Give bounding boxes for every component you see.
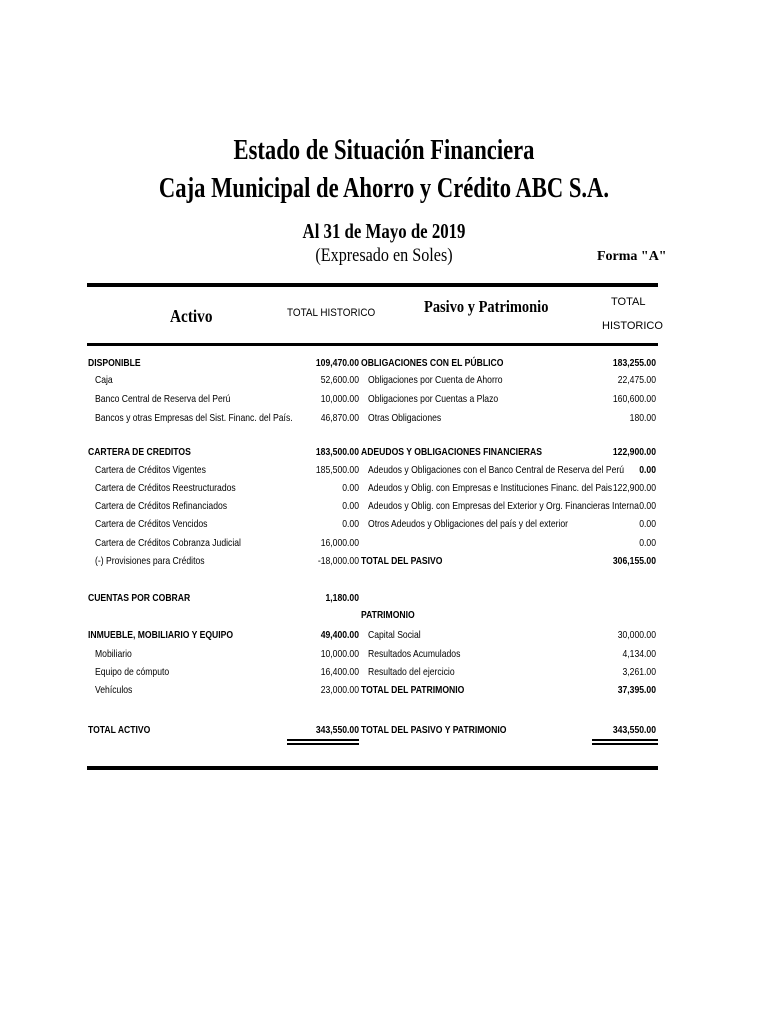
table-row [0,410,768,426]
liability-value: 0.00 [639,518,656,530]
liability-label: Obligaciones por Cuentas a Plazo [368,393,499,405]
liability-label: TOTAL DEL PATRIMONIO [361,684,465,696]
asset-value: 183,500.00 [315,446,359,458]
liability-label: Adeudos y Obligaciones con el Banco Central de Reserva del Perú [368,464,625,476]
asset-label: Cartera de Créditos Vigentes [95,464,206,476]
asset-label: CUENTAS POR COBRAR [88,592,191,604]
liability-value: 37,395.00 [617,684,656,696]
asset-label: DISPONIBLE [88,357,141,369]
asset-value: 10,000.00 [320,648,359,660]
asset-label: Cartera de Créditos Cobranza Judicial [95,537,241,549]
liability-label: Obligaciones por Cuenta de Ahorro [368,374,503,386]
assets-column-heading: Activo [170,306,213,326]
table-row [0,553,768,569]
table-row [0,607,768,623]
liability-label: OBLIGACIONES CON EL PÚBLICO [361,357,504,369]
asset-value: 23,000.00 [320,684,359,696]
table-row [0,462,768,478]
liability-value: 122,900.00 [612,446,656,458]
footer-rule [87,766,658,770]
report-title: Estado de Situación Financiera [233,134,535,166]
liability-label: ADEUDOS Y OBLIGACIONES FINANCIERAS [361,446,543,458]
table-row [0,498,768,514]
table-row [0,682,768,698]
asset-label: Equipo de cómputo [95,666,170,678]
liability-value: 30,000.00 [617,629,656,641]
header-top-rule [87,283,658,287]
liability-label: Adeudos y Oblig. con Empresas del Exterior y Org. Financieras Interna [368,500,639,512]
liability-value: 180.00 [629,412,656,424]
liability-value: 3,261.00 [622,666,656,678]
liability-label: TOTAL DEL PASIVO Y PATRIMONIO [361,724,507,736]
total-liabilities-underline [592,743,658,745]
table-row [0,372,768,388]
liability-value: 0.00 [639,537,656,549]
asset-label: Vehículos [95,684,133,696]
asset-value: -18,000.00 [317,555,359,567]
liability-label: PATRIMONIO [361,609,415,621]
liability-label: Adeudos y Oblig. con Empresas e Instituciones Financ. del Pais [368,482,613,494]
asset-label: Caja [95,374,113,386]
liability-label: Otras Obligaciones [368,412,442,424]
asset-value: 52,600.00 [320,374,359,386]
asset-value: 16,000.00 [320,537,359,549]
asset-value: 10,000.00 [320,393,359,405]
liability-label: Resultados Acumulados [368,648,461,660]
liability-value: 4,134.00 [622,648,656,660]
asset-value: 49,400.00 [320,629,359,641]
asset-value: 0.00 [342,500,359,512]
asset-label: Cartera de Créditos Vencidos [95,518,208,530]
asset-value: 46,870.00 [320,412,359,424]
table-row [0,664,768,680]
liability-value: 183,255.00 [612,357,656,369]
table-row [0,627,768,643]
asset-value: 109,470.00 [315,357,359,369]
asset-label: Banco Central de Reserva del Perú [95,393,231,405]
liability-label: Otros Adeudos y Obligaciones del país y del exterior [368,518,569,530]
asset-label: Bancos y otras Empresas del Sist. Financ. del País. [95,412,293,424]
asset-value: 16,400.00 [320,666,359,678]
table-row [0,480,768,496]
form-label: Forma "A" [597,249,667,264]
currency-note: (Expresado en Soles) [315,245,453,266]
liability-label: TOTAL DEL PASIVO [361,555,443,567]
liability-value: 306,155.00 [612,555,656,567]
report-date: Al 31 de Mayo de 2019 [302,219,466,243]
header-bottom-rule [87,343,658,346]
liability-label: Capital Social [368,629,421,641]
asset-label: Cartera de Créditos Refinanciados [95,500,228,512]
total-liabilities-underline [592,739,658,741]
table-row [0,535,768,551]
table-row [0,355,768,371]
asset-value: 185,500.00 [315,464,359,476]
liability-value: 0.00 [639,464,656,476]
asset-value: 343,550.00 [315,724,359,736]
table-row [0,590,768,606]
asset-value: 1,180.00 [325,592,359,604]
asset-value: 0.00 [342,482,359,494]
asset-label: TOTAL ACTIVO [88,724,151,736]
assets-total-heading: TOTAL HISTORICO [287,307,376,319]
asset-label: (-) Provisiones para Créditos [95,555,205,567]
asset-label: Mobiliario [95,648,132,660]
table-row [0,516,768,532]
table-row [0,444,768,460]
liabilities-total-heading-line2: HISTORICO [602,320,663,332]
liabilities-column-heading: Pasivo y Patrimonio [424,297,549,316]
total-assets-underline [287,743,359,745]
asset-label: Cartera de Créditos Reestructurados [95,482,236,494]
liability-label: Resultado del ejercicio [368,666,455,678]
liability-value: 22,475.00 [617,374,656,386]
table-row [0,391,768,407]
liability-value: 0.00 [639,500,656,512]
asset-label: INMUEBLE, MOBILIARIO Y EQUIPO [88,629,234,641]
asset-label: CARTERA DE CREDITOS [88,446,191,458]
liabilities-total-heading-line1: TOTAL [611,296,646,308]
total-assets-underline [287,739,359,741]
table-row [0,646,768,662]
liability-value: 122,900.00 [612,482,656,494]
table-row [0,722,768,738]
liability-value: 160,600.00 [612,393,656,405]
asset-value: 0.00 [342,518,359,530]
company-name: Caja Municipal de Ahorro y Crédito ABC S.A. [158,172,610,204]
liability-value: 343,550.00 [612,724,656,736]
